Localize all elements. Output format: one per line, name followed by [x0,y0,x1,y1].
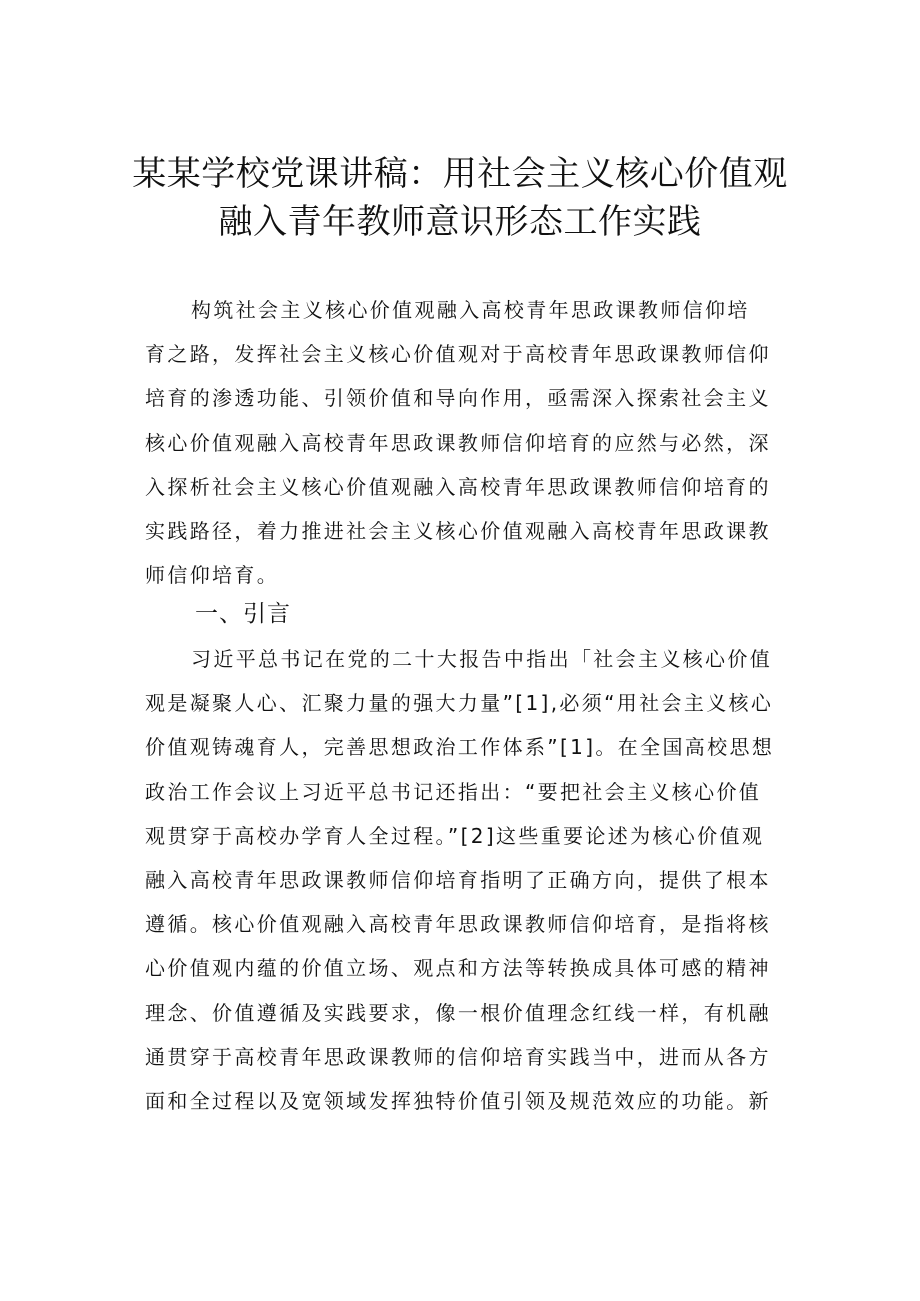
intro-paragraph [145,288,800,597]
title-line-2: 融入青年教师意识形态工作实践 [218,202,702,242]
paragraph-line: 核心价值观融入高校青年思政课教师信仰培育的应然与必然，深 [145,430,771,455]
paragraph-line: 政治工作会议上习近平总书记还指出：“要把社会主义核心价值 [145,779,762,804]
paragraph-line: 育之路，发挥社会主义核心价值观对于高校青年思政课教师信仰 [145,342,771,367]
paragraph-line: 心价值观内蕴的价值立场、观点和方法等转换成具体可感的精神 [145,956,771,981]
paragraph-line: 遵循。核心价值观融入高校青年思政课教师信仰培育，是指将核 [145,912,771,937]
paragraph-line: 入探析社会主义核心价值观融入高校青年思政课教师信仰培育的 [145,474,771,499]
paragraph-line: 师信仰培育。 [145,563,280,588]
paragraph-line: 实践路径，着力推进社会主义核心价值观融入高校青年思政课教 [145,519,771,544]
paragraph-line: 融入高校青年思政课教师信仰培育指明了正确方向，提供了根本 [145,868,771,893]
document-title [120,150,800,246]
paragraph-line: 理念、价值遵循及实践要求，像一根价值理念红线一样，有机融 [145,1000,771,1025]
title-line-1: 某某学校党课讲稿：用社会主义核心价值观 [132,154,788,194]
section-paragraph [145,637,800,1123]
paragraph-line: 通贯穿于高校青年思政课教师的信仰培育实践当中，进而从各方 [145,1044,771,1069]
paragraph-line: 构筑社会主义核心价值观融入高校青年思政课教师信仰培 [191,298,750,322]
section-heading: 一、引言 [195,601,291,627]
paragraph-line: 面和全过程以及宽领域发挥独特价值引领及规范效应的功能。新 [145,1089,771,1114]
paragraph-line: 价值观铸魂育人，完善思想政治工作体系”[1]。在全国高校思想 [145,735,775,760]
paragraph-line: 习近平总书记在党的二十大报告中指出「社会主义核心价值 [191,647,773,671]
paragraph-line: 观贯穿于高校办学育人全过程。”[2]这些重要论述为核心价值观 [145,823,765,848]
paragraph-line: 观是凝聚人心、汇聚力量的强大力量”[1],必须“用社会主义核心 [145,691,774,716]
paragraph-line: 培育的渗透功能、引领价值和导向作用，亟需深入探索社会主义 [145,386,771,411]
